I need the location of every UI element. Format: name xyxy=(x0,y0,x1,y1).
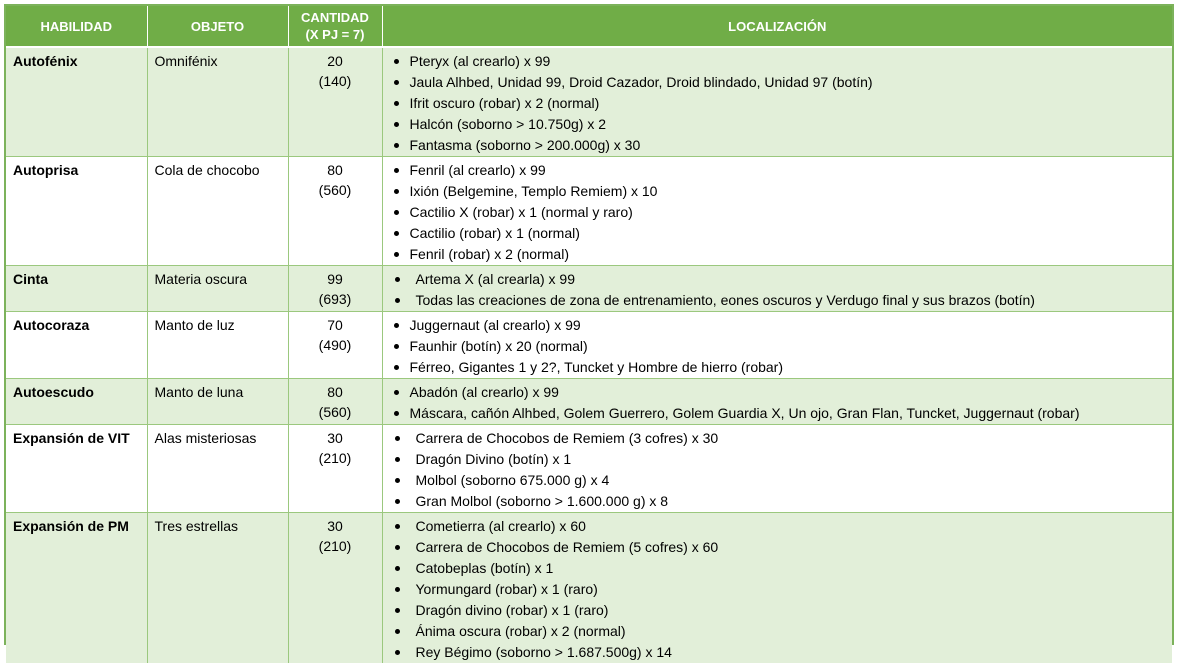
location-item: Juggernaut (al crearlo) x 99 xyxy=(390,315,1167,336)
cell-localizacion xyxy=(382,47,1172,157)
cell-localizacion xyxy=(382,513,1172,663)
cantidad-value: 30 xyxy=(289,516,382,536)
cantidad-value: 80 xyxy=(289,382,382,402)
header-row xyxy=(6,6,1172,47)
location-item: Cometierra (al crearlo) x 60 xyxy=(390,516,1167,537)
cell-localizacion xyxy=(382,266,1172,312)
cell-cantidad xyxy=(288,379,382,425)
cell-objeto: Alas misteriosas xyxy=(147,425,288,513)
cantidad-value: 70 xyxy=(289,315,382,335)
location-list xyxy=(390,315,1167,378)
location-item: Máscara, cañón Alhbed, Golem Guerrero, Golem Guardia X, Un ojo, Gran Flan, Tuncket, Juggernaut (robar) xyxy=(390,403,1167,424)
cell-cantidad xyxy=(288,157,382,266)
location-list xyxy=(390,428,1167,512)
cell-habilidad: Expansión de VIT xyxy=(6,425,147,513)
table-row xyxy=(6,513,1172,663)
cell-objeto: Cola de chocobo xyxy=(147,157,288,266)
cantidad-value: 99 xyxy=(289,269,382,289)
cell-cantidad xyxy=(288,312,382,379)
cantidad-total: (693) xyxy=(289,289,382,309)
cell-localizacion xyxy=(382,157,1172,266)
location-item: Halcón (soborno > 10.750g) x 2 xyxy=(390,114,1167,135)
table-row xyxy=(6,425,1172,513)
cell-objeto: Manto de luna xyxy=(147,379,288,425)
table-row xyxy=(6,47,1172,157)
location-item: Fenril (robar) x 2 (normal) xyxy=(390,244,1167,265)
cell-objeto: Manto de luz xyxy=(147,312,288,379)
location-item: Dragón Divino (botín) x 1 xyxy=(390,449,1167,470)
cell-localizacion xyxy=(382,425,1172,513)
cell-cantidad xyxy=(288,266,382,312)
abilities-table xyxy=(6,6,1172,663)
header-objeto: OBJETO xyxy=(147,6,288,47)
location-list xyxy=(390,160,1167,265)
location-item: Jaula Alhbed, Unidad 99, Droid Cazador, Droid blindado, Unidad 97 (botín) xyxy=(390,72,1167,93)
table-row xyxy=(6,266,1172,312)
location-item: Pteryx (al crearlo) x 99 xyxy=(390,51,1167,72)
location-item: Fenril (al crearlo) x 99 xyxy=(390,160,1167,181)
header-cantidad-line2: (X PJ = 7) xyxy=(306,27,365,42)
cantidad-total: (210) xyxy=(289,448,382,468)
location-item: Dragón divino (robar) x 1 (raro) xyxy=(390,600,1167,621)
location-item: Catobeplas (botín) x 1 xyxy=(390,558,1167,579)
table-frame xyxy=(4,4,1174,645)
location-item: Férreo, Gigantes 1 y 2?, Tuncket y Hombre de hierro (robar) xyxy=(390,357,1167,378)
cell-habilidad: Autoprisa xyxy=(6,157,147,266)
location-item: Cactilio X (robar) x 1 (normal y raro) xyxy=(390,202,1167,223)
cell-objeto: Omnifénix xyxy=(147,47,288,157)
cell-objeto: Materia oscura xyxy=(147,266,288,312)
cantidad-value: 30 xyxy=(289,428,382,448)
header-cantidad-line1: CANTIDAD xyxy=(301,10,369,25)
cantidad-total: (210) xyxy=(289,536,382,556)
location-list xyxy=(390,516,1167,663)
location-item: Abadón (al crearlo) x 99 xyxy=(390,382,1167,403)
location-item: Fantasma (soborno > 200.000g) x 30 xyxy=(390,135,1167,156)
cell-localizacion xyxy=(382,379,1172,425)
location-item: Yormungard (robar) x 1 (raro) xyxy=(390,579,1167,600)
location-item: Artema X (al crearla) x 99 xyxy=(390,269,1167,290)
cell-habilidad: Autofénix xyxy=(6,47,147,157)
cantidad-total: (140) xyxy=(289,71,382,91)
cell-habilidad: Cinta xyxy=(6,266,147,312)
table-row xyxy=(6,312,1172,379)
location-item: Carrera de Chocobos de Remiem (5 cofres) x 60 xyxy=(390,537,1167,558)
cell-cantidad xyxy=(288,47,382,157)
location-list xyxy=(390,269,1167,311)
cantidad-value: 80 xyxy=(289,160,382,180)
table-row xyxy=(6,157,1172,266)
cantidad-total: (560) xyxy=(289,180,382,200)
header-localizacion: LOCALIZACIÓN xyxy=(382,6,1172,47)
cell-habilidad: Expansión de PM xyxy=(6,513,147,663)
cell-habilidad: Autoescudo xyxy=(6,379,147,425)
cantidad-total: (560) xyxy=(289,402,382,422)
location-item: Molbol (soborno 675.000 g) x 4 xyxy=(390,470,1167,491)
location-item: Ifrit oscuro (robar) x 2 (normal) xyxy=(390,93,1167,114)
location-list xyxy=(390,382,1167,424)
cantidad-total: (490) xyxy=(289,335,382,355)
location-item: Gran Molbol (soborno > 1.600.000 g) x 8 xyxy=(390,491,1167,512)
location-item: Ixión (Belgemine, Templo Remiem) x 10 xyxy=(390,181,1167,202)
cantidad-value: 20 xyxy=(289,51,382,71)
cell-cantidad xyxy=(288,513,382,663)
header-habilidad: HABILIDAD xyxy=(6,6,147,47)
location-item: Cactilio (robar) x 1 (normal) xyxy=(390,223,1167,244)
cell-cantidad xyxy=(288,425,382,513)
location-item: Ánima oscura (robar) x 2 (normal) xyxy=(390,621,1167,642)
location-item: Carrera de Chocobos de Remiem (3 cofres) x 30 xyxy=(390,428,1167,449)
location-item: Todas las creaciones de zona de entrenamiento, eones oscuros y Verdugo final y sus brazos (botín) xyxy=(390,290,1167,311)
location-item: Rey Bégimo (soborno > 1.687.500g) x 14 xyxy=(390,642,1167,663)
cell-habilidad: Autocoraza xyxy=(6,312,147,379)
table-row xyxy=(6,379,1172,425)
cell-objeto: Tres estrellas xyxy=(147,513,288,663)
location-list xyxy=(390,51,1167,156)
cell-localizacion xyxy=(382,312,1172,379)
location-item: Faunhir (botín) x 20 (normal) xyxy=(390,336,1167,357)
header-cantidad xyxy=(288,6,382,47)
